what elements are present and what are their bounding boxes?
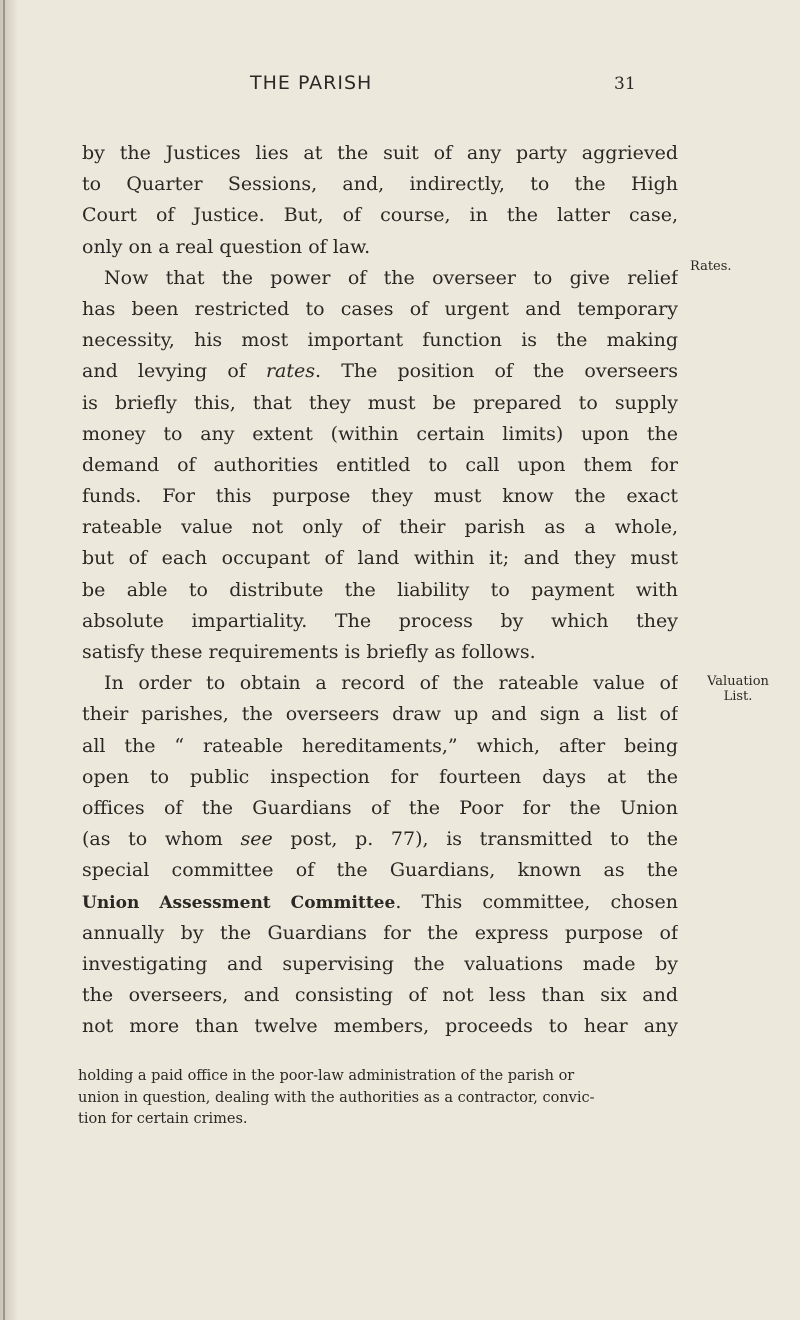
text-line: all the “ rateable hereditaments,” which, after being [82, 734, 678, 757]
binding-edge [3, 0, 5, 1320]
text-line: but of each occupant of land within it; and they must [82, 547, 678, 570]
text-line: has been restricted to cases of urgent and temporary [82, 297, 678, 320]
running-head: THE PARISH [250, 72, 373, 94]
footnote-line: tion for certain crimes. [78, 1111, 248, 1127]
rates-emphasis: rates [265, 360, 315, 383]
text-line: Union Assessment Committee. This committee, chosen [82, 890, 678, 913]
text-line: In order to obtain a record of the rateable value of [104, 672, 678, 695]
marginal-note-line: Valuation [707, 674, 769, 689]
text-line: to Quarter Sessions, and, indirectly, to the High [82, 173, 678, 196]
text-line: rateable value not only of their parish as a whole, [82, 516, 678, 539]
text-line: satisfy these requirements is briefly as follows. [82, 641, 536, 663]
text-line: Now that the power of the overseer to give relief [104, 266, 678, 289]
text-line: (as to whom see post, p. 77), is transmitted to the [82, 828, 678, 851]
text-line: demand of authorities entitled to call upon them for [82, 453, 678, 476]
marginal-note-valuation-list [682, 674, 794, 704]
footnote-line: union in question, dealing with the authorities as a contractor, convic- [78, 1089, 595, 1106]
text-line: funds. For this purpose they must know the exact [82, 485, 678, 508]
text-line: not more than twelve members, proceeds to hear any [82, 1015, 678, 1038]
text-line: open to public inspection for fourteen days at the [82, 765, 678, 788]
text-line: necessity, his most important function is the making [82, 329, 678, 352]
text-line: Court of Justice. But, of course, in the latter case, [82, 204, 678, 227]
footnote [78, 1066, 678, 1131]
assessment-committee-term: Union Assessment Committee [82, 892, 396, 913]
text-line: special committee of the Guardians, known as the [82, 859, 678, 882]
text-line: is briefly this, that they must be prepared to supply [82, 391, 678, 414]
footnote-line: holding a paid office in the poor-law administration of the parish or [78, 1068, 575, 1084]
page-header [0, 72, 800, 102]
text-line: the overseers, and consisting of not less than six and [82, 984, 678, 1007]
text-line: be able to distribute the liability to payment with [82, 578, 678, 601]
text-line: only on a real question of law. [82, 235, 371, 258]
text-line: their parishes, the overseers draw up and sign a list of [82, 703, 678, 726]
text-line: and levying of rates. The position of the overseers [82, 360, 678, 383]
text-line: offices of the Guardians of the Poor for the Union [82, 796, 678, 819]
body-text [82, 138, 678, 1042]
text-line: money to any extent (within certain limits) upon the [82, 422, 678, 445]
text-line: investigating and supervising the valuations made by [82, 952, 678, 975]
marginal-note-line: List. [723, 689, 753, 704]
see-emphasis: see [240, 828, 273, 851]
marginal-note-rates: Rates. [690, 259, 732, 274]
page-number: 31 [614, 74, 636, 94]
text-line: absolute impartiality. The process by which they [82, 609, 678, 632]
text-line: annually by the Guardians for the express purpose of [82, 921, 678, 944]
text-line: by the Justices lies at the suit of any party aggrieved [82, 142, 678, 164]
